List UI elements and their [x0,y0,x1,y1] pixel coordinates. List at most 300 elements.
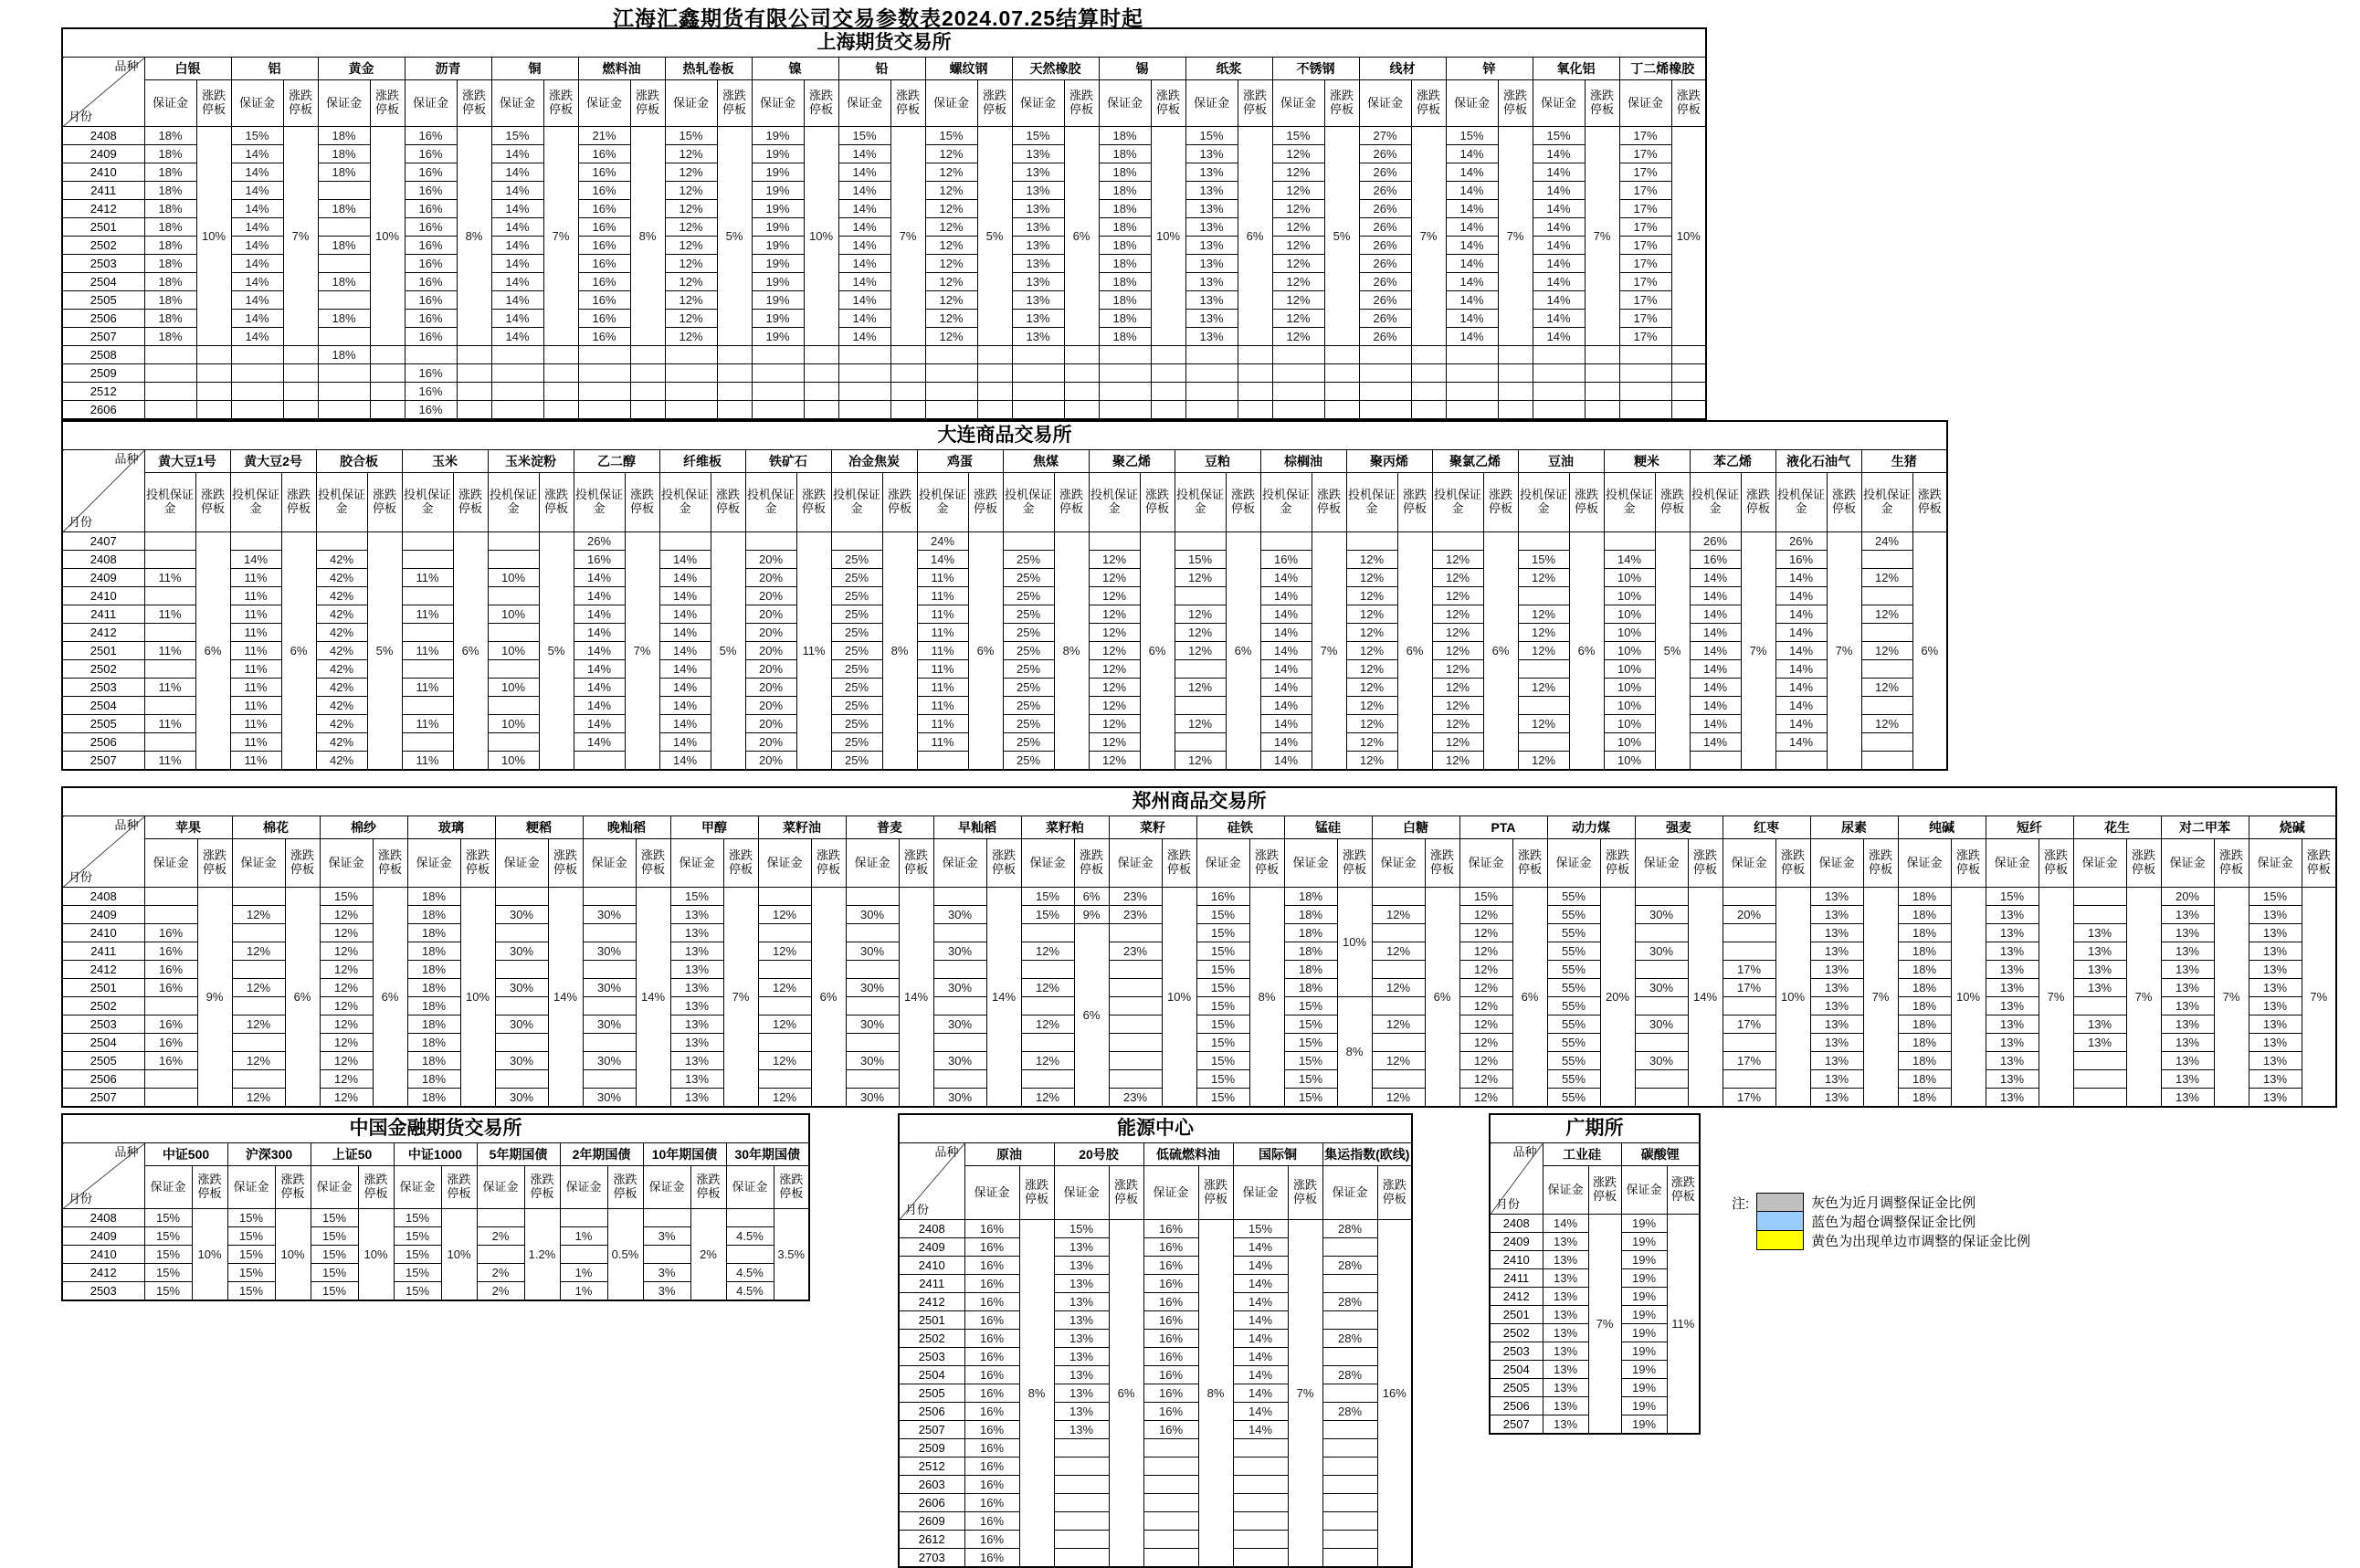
product-header: 不锈钢 [1272,58,1359,80]
margin-cell: 12% [665,273,717,291]
margin-cell: 55% [1547,961,1600,979]
margin-cell: 16% [964,1220,1019,1238]
margin-cell: 11% [230,605,281,624]
margin-cell: 13% [1986,1052,2039,1070]
margin-cell: 14% [574,642,625,660]
margin-cell: 12% [1432,569,1483,587]
corner-label-product: 品种 [934,1145,959,1159]
stop-cell: 6% [1512,888,1547,1108]
stop-cell: 10% [358,1209,394,1301]
margin-header: 投机保证金 [1260,473,1312,532]
margin-cell: 13% [1054,1275,1109,1293]
margin-cell [1054,1439,1109,1458]
margin-cell: 16% [578,310,630,328]
margin-cell [495,997,548,1016]
margin-cell: 12% [665,310,717,328]
margin-cell [1054,1458,1109,1476]
margin-cell: 1% [560,1282,607,1301]
margin-cell [583,1070,636,1089]
margin-cell [144,532,195,551]
margin-cell: 14% [231,145,283,163]
margin-cell [1012,346,1064,364]
month-cell: 2412 [899,1293,964,1311]
margin-cell: 16% [144,924,197,942]
month-cell: 2409 [62,906,144,924]
margin-cell: 12% [1518,624,1569,642]
margin-cell: 13% [1054,1384,1109,1403]
stop-cell: 9% [1074,906,1109,924]
stop-header: 涨跌停板 [1483,473,1518,532]
margin-cell: 12% [320,979,373,997]
margin-header: 保证金 [583,839,636,888]
margin-cell: 16% [578,237,630,255]
exchange-title: 郑州商品交易所 [62,787,2336,816]
stop-cell: 8% [457,127,491,346]
margin-cell: 14% [1533,310,1585,328]
margin-cell: 18% [1284,979,1337,997]
margin-cell: 16% [964,1330,1019,1348]
margin-cell: 13% [2249,1034,2302,1052]
margin-cell: 14% [1690,697,1741,715]
margin-cell: 10% [488,752,539,771]
margin-cell [1054,1549,1109,1568]
stop-header: 涨跌停板 [539,473,574,532]
margin-cell: 30% [1635,1016,1688,1034]
product-header: 硅铁 [1196,816,1284,839]
margin-cell [846,1070,899,1089]
margin-cell [838,383,890,401]
margin-cell: 13% [1054,1311,1109,1330]
stop-header: 涨跌停板 [1951,839,1986,888]
margin-cell: 18% [144,237,196,255]
margin-cell [488,532,539,551]
stop-cell [1585,401,1619,420]
margin-cell [1272,364,1324,383]
margin-header: 投机保证金 [230,473,281,532]
margin-cell: 13% [1054,1238,1109,1257]
product-header: 鸡蛋 [917,450,1003,473]
margin-cell: 12% [1432,715,1483,733]
margin-cell: 12% [1432,752,1483,771]
margin-cell: 12% [665,291,717,310]
product-header: 天然橡胶 [1012,58,1099,80]
margin-cell: 14% [1775,660,1827,679]
margin-cell [1143,1512,1198,1531]
margin-cell: 12% [232,979,285,997]
stop-cell [717,346,752,364]
margin-cell [1533,383,1585,401]
month-cell: 2410 [62,587,144,605]
margin-cell: 14% [659,715,711,733]
margin-header: 保证金 [1054,1166,1109,1220]
margin-cell: 12% [758,1052,811,1070]
stop-cell [1064,401,1099,420]
margin-cell: 12% [1089,679,1140,697]
margin-cell [1322,1476,1377,1494]
stop-cell: 5% [1324,127,1359,346]
margin-cell: 14% [1775,624,1827,642]
product-header: 粳米 [1604,450,1690,473]
margin-cell: 2% [477,1227,524,1246]
margin-cell: 16% [1143,1275,1198,1293]
margin-cell: 10% [488,642,539,660]
month-cell: 2506 [62,310,144,328]
margin-cell: 30% [583,1089,636,1108]
margin-cell: 14% [1533,163,1585,182]
margin-header: 投机保证金 [1346,473,1397,532]
margin-cell: 18% [1898,906,1951,924]
margin-cell [1861,660,1912,679]
margin-cell: 14% [1446,328,1498,346]
stop-cell [717,401,752,420]
margin-cell [745,532,796,551]
margin-cell: 12% [1459,997,1512,1016]
margin-cell: 14% [231,310,283,328]
margin-cell: 12% [1175,605,1226,624]
margin-cell: 16% [405,127,457,145]
margin-header: 保证金 [925,80,977,127]
margin-cell [1446,364,1498,383]
margin-header: 保证金 [1322,1166,1377,1220]
margin-header: 投机保证金 [1690,473,1741,532]
margin-cell [1099,401,1151,420]
margin-cell: 30% [495,1089,548,1108]
month-cell: 2512 [899,1458,964,1476]
margin-cell: 18% [1284,924,1337,942]
product-header: 尿素 [1810,816,1898,839]
stop-cell: 6% [1064,127,1099,346]
margin-cell: 15% [1196,1070,1249,1089]
corner-cell [1490,1143,1543,1215]
margin-cell: 12% [665,328,717,346]
margin-cell: 15% [670,888,723,906]
margin-cell: 12% [758,942,811,961]
month-cell: 2512 [62,383,144,401]
month-cell: 2509 [62,364,144,383]
month-cell: 2505 [1490,1379,1543,1397]
margin-cell: 14% [1690,660,1741,679]
margin-cell [1175,532,1226,551]
margin-cell [1359,346,1411,364]
stop-cell: 7% [2126,888,2161,1108]
margin-cell: 30% [933,1016,986,1034]
margin-cell [402,697,453,715]
margin-cell: 14% [491,237,543,255]
margin-cell: 10% [488,715,539,733]
product-header: 聚丙烯 [1346,450,1432,473]
margin-cell: 15% [311,1246,358,1264]
margin-cell: 13% [2249,961,2302,979]
month-cell: 2410 [1490,1251,1543,1269]
margin-cell: 4.5% [726,1282,774,1301]
margin-cell: 10% [1604,642,1655,660]
margin-cell [1272,401,1324,420]
stop-cell [804,346,838,364]
margin-header: 保证金 [1543,1166,1588,1215]
stop-header: 涨跌停板 [723,839,758,888]
margin-cell: 13% [2161,979,2214,997]
margin-cell: 12% [758,906,811,924]
margin-header: 保证金 [1359,80,1411,127]
margin-cell: 15% [144,1282,192,1301]
product-header: 沪深300 [227,1143,311,1166]
month-cell: 2506 [62,733,144,752]
stop-header: 涨跌停板 [636,839,670,888]
margin-cell: 12% [1346,733,1397,752]
margin-cell: 55% [1547,979,1600,997]
margin-cell [1518,697,1569,715]
margin-cell [1175,660,1226,679]
stop-cell [977,346,1012,364]
margin-cell: 13% [670,1016,723,1034]
margin-cell [1322,1494,1377,1512]
margin-cell: 16% [964,1238,1019,1257]
month-cell: 2408 [62,1209,144,1227]
margin-header: 保证金 [1635,839,1688,888]
margin-cell: 15% [1196,1016,1249,1034]
margin-cell: 12% [1272,200,1324,218]
margin-cell: 15% [311,1282,358,1301]
margin-cell: 11% [144,715,195,733]
margin-cell: 25% [831,752,882,771]
stop-header: 涨跌停板 [358,1166,394,1209]
margin-cell: 14% [231,291,283,310]
margin-cell: 16% [1143,1421,1198,1439]
margin-cell: 12% [1089,660,1140,679]
margin-cell: 13% [1054,1366,1109,1384]
margin-cell: 10% [1604,605,1655,624]
margin-header: 保证金 [144,80,196,127]
margin-header: 保证金 [320,839,373,888]
month-cell: 2606 [62,401,144,420]
margin-cell: 13% [1543,1361,1588,1379]
stop-header: 涨跌停板 [1775,839,1810,888]
margin-cell: 12% [1459,906,1512,924]
stop-cell [890,364,925,383]
margin-cell: 14% [1690,569,1741,587]
margin-cell [665,364,717,383]
corner-cell [899,1143,964,1220]
product-header: 原油 [964,1143,1054,1166]
margin-cell: 25% [1003,733,1054,752]
margin-cell: 15% [1446,127,1498,145]
margin-cell: 15% [1284,1034,1337,1052]
margin-cell [583,924,636,942]
margin-cell: 18% [407,1070,460,1089]
product-header: 工业硅 [1543,1143,1621,1166]
margin-cell: 13% [670,1034,723,1052]
product-header: 螺纹钢 [925,58,1012,80]
exchange-table-dce [61,420,1948,771]
margin-cell [1723,1034,1775,1052]
margin-cell: 13% [1543,1233,1588,1251]
margin-cell: 14% [1446,200,1498,218]
margin-header: 投机保证金 [1175,473,1226,532]
stop-cell [196,346,231,364]
margin-cell: 15% [1272,127,1324,145]
stop-cell [1324,346,1359,364]
margin-cell: 15% [227,1264,275,1282]
margin-header: 保证金 [1619,80,1671,127]
product-header: 乙二醇 [574,450,659,473]
margin-cell: 25% [831,587,882,605]
margin-cell: 12% [758,1089,811,1108]
margin-cell: 14% [838,182,890,200]
margin-cell: 12% [1272,328,1324,346]
margin-header: 保证金 [405,80,457,127]
margin-cell: 14% [1775,679,1827,697]
margin-cell: 42% [316,642,367,660]
margin-cell: 26% [1359,182,1411,200]
month-cell: 2501 [62,218,144,237]
product-header: 冶金焦炭 [831,450,917,473]
stop-header: 涨跌停板 [197,839,232,888]
stop-cell [890,346,925,364]
margin-header: 保证金 [232,839,285,888]
margin-cell: 13% [2073,924,2126,942]
margin-cell: 13% [1012,328,1064,346]
margin-cell: 14% [491,145,543,163]
month-cell: 2410 [62,163,144,182]
margin-cell [846,1034,899,1052]
margin-cell: 14% [1604,551,1655,569]
margin-cell: 13% [2249,924,2302,942]
margin-cell: 16% [1775,551,1827,569]
margin-cell: 13% [2161,942,2214,961]
margin-cell [1054,1512,1109,1531]
margin-cell [1143,1549,1198,1568]
margin-cell [933,961,986,979]
margin-cell: 14% [1690,679,1741,697]
margin-cell: 16% [964,1421,1019,1439]
margin-cell: 12% [1089,605,1140,624]
month-cell: 2503 [62,255,144,273]
margin-cell: 12% [1432,733,1483,752]
margin-cell: 30% [1635,906,1688,924]
margin-cell: 12% [925,237,977,255]
margin-cell: 16% [578,255,630,273]
margin-cell: 14% [1233,1384,1288,1403]
margin-cell: 18% [407,888,460,906]
margin-header: 保证金 [578,80,630,127]
margin-cell: 16% [964,1494,1019,1512]
stop-cell [1238,364,1272,383]
margin-cell: 15% [144,1209,192,1227]
margin-cell: 12% [1346,587,1397,605]
product-header: 苯乙烯 [1690,450,1775,473]
product-header: 红枣 [1723,816,1810,839]
month-cell: 2501 [1490,1306,1543,1324]
margin-cell: 13% [2249,1070,2302,1089]
margin-header: 保证金 [1459,839,1512,888]
margin-cell: 17% [1723,961,1775,979]
margin-cell [1099,346,1151,364]
stop-header: 涨跌停板 [968,473,1003,532]
margin-cell: 28% [1322,1330,1377,1348]
margin-cell: 14% [231,255,283,273]
margin-header: 投机保证金 [144,473,195,532]
margin-cell: 18% [1898,979,1951,997]
month-cell: 2504 [62,697,144,715]
margin-cell [560,1246,607,1264]
corner-label-month: 月份 [905,1203,930,1217]
margin-cell: 19% [752,273,804,291]
corner-label-product: 品种 [114,1145,139,1159]
margin-cell: 18% [1898,942,1951,961]
month-cell: 2411 [62,605,144,624]
margin-cell: 14% [1233,1257,1288,1275]
stop-cell [1585,346,1619,364]
exchange-title: 上海期货交易所 [62,28,1706,58]
product-header: 黄大豆1号 [144,450,230,473]
margin-cell: 17% [1619,237,1671,255]
margin-cell: 13% [2249,942,2302,961]
margin-cell: 14% [1543,1215,1588,1233]
stop-cell: 1.2% [524,1209,560,1301]
stop-cell: 7% [1312,532,1346,771]
stop-cell [370,364,405,383]
margin-cell: 13% [2249,1016,2302,1034]
margin-cell [318,255,370,273]
margin-cell: 12% [1861,642,1912,660]
product-header: 强麦 [1635,816,1723,839]
month-cell: 2410 [62,924,144,942]
margin-cell [758,924,811,942]
margin-cell: 16% [578,163,630,182]
margin-cell [846,888,899,906]
margin-cell: 23% [1109,942,1162,961]
margin-cell: 13% [1986,906,2039,924]
margin-cell: 55% [1547,1070,1600,1089]
margin-cell [495,1070,548,1089]
margin-cell: 13% [1185,182,1238,200]
margin-cell [1723,942,1775,961]
margin-cell [1635,888,1688,906]
product-header: 对二甲苯 [2161,816,2249,839]
margin-cell: 55% [1547,942,1600,961]
margin-cell [752,364,804,383]
margin-cell [488,624,539,642]
margin-cell: 14% [574,679,625,697]
margin-cell: 12% [1089,733,1140,752]
stop-cell: 6% [1397,532,1432,771]
margin-cell: 18% [144,273,196,291]
margin-cell [1322,1384,1377,1403]
margin-cell: 13% [1543,1397,1588,1415]
margin-cell: 18% [318,273,370,291]
stop-cell [1064,383,1099,401]
month-cell: 2408 [62,888,144,906]
margin-cell: 26% [1359,273,1411,291]
margin-cell: 30% [933,906,986,924]
margin-cell: 25% [831,569,882,587]
margin-cell [758,1070,811,1089]
margin-cell: 14% [1260,624,1312,642]
margin-cell: 16% [405,291,457,310]
stop-header: 涨跌停板 [195,473,230,532]
margin-cell: 13% [1810,1052,1863,1070]
stop-header: 涨跌停板 [1600,839,1635,888]
margin-cell [917,752,968,771]
stop-cell [630,383,665,401]
margin-cell: 11% [917,642,968,660]
margin-cell [1861,551,1912,569]
margin-cell: 14% [838,273,890,291]
margin-cell: 15% [1533,127,1585,145]
stop-cell [1238,401,1272,420]
margin-cell [933,1070,986,1089]
margin-cell: 26% [1690,532,1741,551]
